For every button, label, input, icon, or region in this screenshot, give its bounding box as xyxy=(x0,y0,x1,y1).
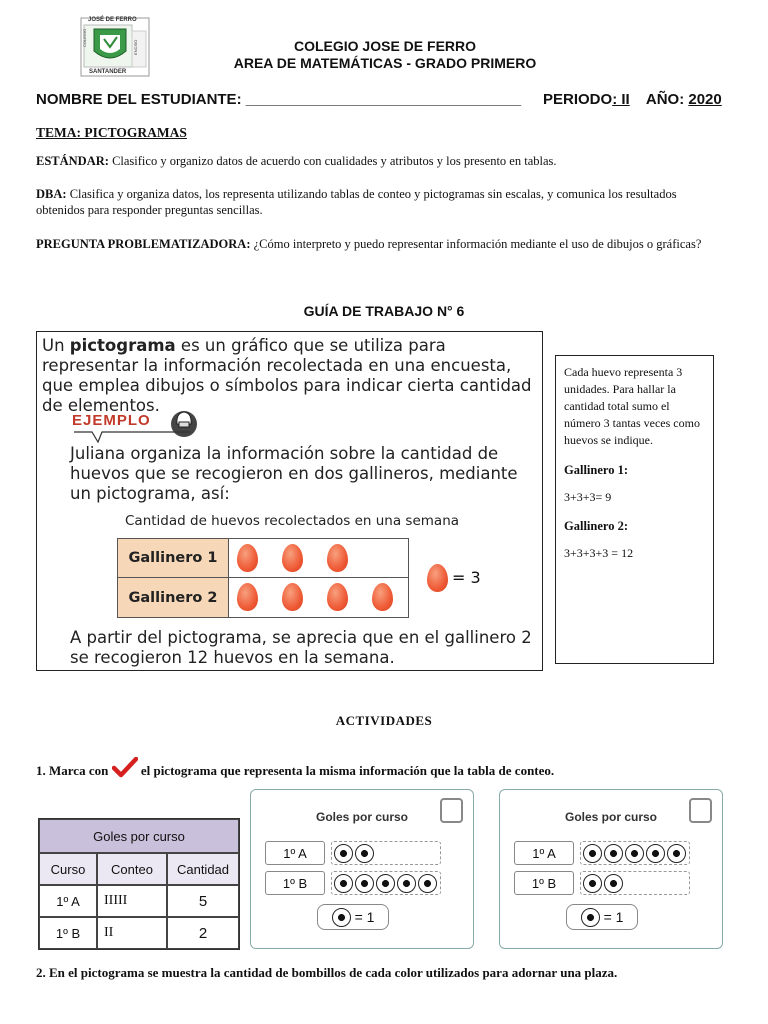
tally-header-cantidad: Cantidad xyxy=(167,853,239,885)
question-1 xyxy=(36,757,554,779)
option-a-row-1-balls xyxy=(331,841,441,865)
eggs-row-2 xyxy=(229,578,408,617)
intro-bold: pictograma xyxy=(69,336,176,355)
anio-label: AÑO: xyxy=(645,91,685,108)
example-text: Juliana organiza la información sobre la cantidad de huevos que se recogieron en dos gallineros, mediante un pictograma, así: xyxy=(70,444,518,503)
tally-row-1-curso: 1º A xyxy=(39,885,97,917)
egg-icon xyxy=(237,544,258,572)
eggs-row-1 xyxy=(229,539,408,577)
egg-icon xyxy=(327,544,348,572)
actividades-title: ACTIVIDADES xyxy=(335,713,433,728)
g1-sum: 3+3+3= 9 xyxy=(564,490,612,504)
soccer-ball-icon xyxy=(604,844,623,863)
egg-icon xyxy=(327,583,348,611)
explanation-text: Cada huevo representa 3 unidades. Para hallar la cantidad total sumo el número 3 tantas veces como huevos se indique. xyxy=(564,365,700,447)
estandar xyxy=(36,153,726,169)
pictograma-definition xyxy=(42,336,537,416)
periodo-label: PERIODO xyxy=(543,91,613,108)
egg-icon xyxy=(282,583,303,611)
intro-pre: Un xyxy=(42,336,70,355)
student-name-label: NOMBRE DEL ESTUDIANTE: xyxy=(36,91,242,108)
soccer-ball-icon xyxy=(604,874,623,893)
q1-post: el pictograma que representa la misma información que la tabla de conteo. xyxy=(140,763,555,778)
example-box xyxy=(36,331,543,671)
option-b-row-1-label: 1º A xyxy=(514,841,574,865)
estandar-text: Clasifico y organizo datos de acuerdo con cualidades y atributos y los presento en tablas. xyxy=(112,154,557,168)
q1-pre: 1. Marca con xyxy=(36,763,109,778)
ejemplo-label: EJEMPLO xyxy=(72,412,151,429)
egg-pictogram xyxy=(117,538,409,618)
soccer-ball-icon xyxy=(397,874,416,893)
soccer-ball-icon xyxy=(332,908,351,927)
dba xyxy=(36,186,726,218)
tally-row-2-cantidad: 2 xyxy=(167,917,239,949)
egg-icon xyxy=(372,583,393,611)
option-b-row-2-balls xyxy=(580,871,690,895)
soccer-ball-icon xyxy=(646,844,665,863)
pregunta-text: ¿Cómo interpreto y puedo representar información mediante el uso de dibujos o gráficas? xyxy=(253,237,702,251)
tally-row-2-curso: 1º B xyxy=(39,917,97,949)
egg-key-icon xyxy=(427,564,448,592)
soccer-ball-icon xyxy=(667,844,686,863)
logo-top-text: JOSÉ DE FERRO xyxy=(88,17,137,23)
option-b-row-2-label: 1º B xyxy=(514,871,574,895)
soccer-ball-icon xyxy=(334,874,353,893)
estandar-label: ESTÁNDAR: xyxy=(36,154,109,168)
student-name-blank[interactable]: _________________________________ xyxy=(245,91,522,108)
option-a-checkbox[interactable] xyxy=(440,798,463,823)
periodo-line xyxy=(543,91,722,108)
logo-bottom-text: SANTANDER xyxy=(89,69,127,75)
egg-icon xyxy=(237,583,258,611)
pictogram-option-b[interactable] xyxy=(499,789,723,949)
g2-sum: 3+3+3+3 = 12 xyxy=(564,546,634,560)
soccer-ball-icon xyxy=(355,844,374,863)
soccer-ball-icon xyxy=(581,908,600,927)
explanation-box xyxy=(555,355,714,664)
row-label-gallinero-2: Gallinero 2 xyxy=(118,578,229,617)
tally-title: Goles por curso xyxy=(39,819,239,853)
egg-key-value: = 3 xyxy=(452,568,481,587)
school-name: COLEGIO JOSE DE FERRO xyxy=(293,38,477,54)
soccer-ball-icon xyxy=(355,874,374,893)
soccer-ball-icon xyxy=(418,874,437,893)
area-title: AREA DE MATEMÁTICAS - GRADO PRIMERO xyxy=(233,55,537,71)
option-b-title: Goles por curso xyxy=(564,810,658,824)
checkmark-icon xyxy=(112,757,138,779)
option-a-row-2-balls xyxy=(331,871,441,895)
school-logo xyxy=(80,17,150,77)
row-label-gallinero-1: Gallinero 1 xyxy=(118,539,229,578)
option-b-row-1-balls xyxy=(580,841,690,865)
g2-label: Gallinero 2: xyxy=(564,519,629,533)
soccer-ball-icon xyxy=(334,844,353,863)
tema-title: TEMA: PICTOGRAMAS xyxy=(36,125,187,140)
ejemplo-underline xyxy=(72,430,192,444)
tally-row-1-cantidad: 5 xyxy=(167,885,239,917)
tally-header-curso: Curso xyxy=(39,853,97,885)
student-name-line xyxy=(36,91,521,108)
dba-label: DBA: xyxy=(36,187,67,201)
shield-icon xyxy=(80,17,150,77)
option-a-row-1-label: 1º A xyxy=(265,841,325,865)
g1-label: Gallinero 1: xyxy=(564,463,629,477)
option-b-checkbox[interactable] xyxy=(689,798,712,823)
option-b-key-value: = 1 xyxy=(603,909,624,925)
option-a-title: Goles por curso xyxy=(315,810,409,824)
intro-post: es un gráfico que se utiliza para representar la información recolectada en una encuesta, que emplea dibujos o símbolos para indicar cierta cantidad de elementos. xyxy=(42,336,532,415)
soccer-ball-icon xyxy=(583,844,602,863)
ejemplo-badge xyxy=(72,412,151,430)
option-a-key xyxy=(317,904,389,930)
example-conclusion: A partir del pictograma, se aprecia que en el gallinero 2 se recogieron 12 huevos en la semana. xyxy=(70,628,532,667)
logo-right-text: ENCISO xyxy=(133,39,138,55)
dba-text: Clasifica y organiza datos, los representa utilizando tablas de conteo y pictogramas sin escalas, y comunica los resultados obtenidos para responder preguntas sencillas. xyxy=(36,187,677,217)
pregunta-label: PREGUNTA PROBLEMATIZADORA: xyxy=(36,237,251,251)
chart-title: Cantidad de huevos recolectados en una semana xyxy=(125,513,460,529)
soccer-ball-icon xyxy=(625,844,644,863)
question-2: 2. En el pictograma se muestra la cantidad de bombillos de cada color utilizados para adornar una plaza. xyxy=(36,965,618,980)
pictogram-option-a[interactable] xyxy=(250,789,474,949)
periodo-value: : II xyxy=(612,91,630,108)
egg-icon xyxy=(282,544,303,572)
tally-row-2-conteo: II xyxy=(97,917,167,949)
option-a-key-value: = 1 xyxy=(354,909,375,925)
guia-title: GUÍA DE TRABAJO N° 6 xyxy=(303,303,465,319)
logo-left-text: COLEGIO xyxy=(82,28,87,47)
tally-table xyxy=(38,818,240,950)
option-b-key xyxy=(566,904,638,930)
anio-value: 2020 xyxy=(688,91,722,108)
soccer-ball-icon xyxy=(583,874,602,893)
option-a-row-2-label: 1º B xyxy=(265,871,325,895)
pregunta xyxy=(36,236,726,252)
tally-header-conteo: Conteo xyxy=(97,853,167,885)
soccer-ball-icon xyxy=(376,874,395,893)
tally-row-1-conteo: IIIII xyxy=(97,885,167,917)
